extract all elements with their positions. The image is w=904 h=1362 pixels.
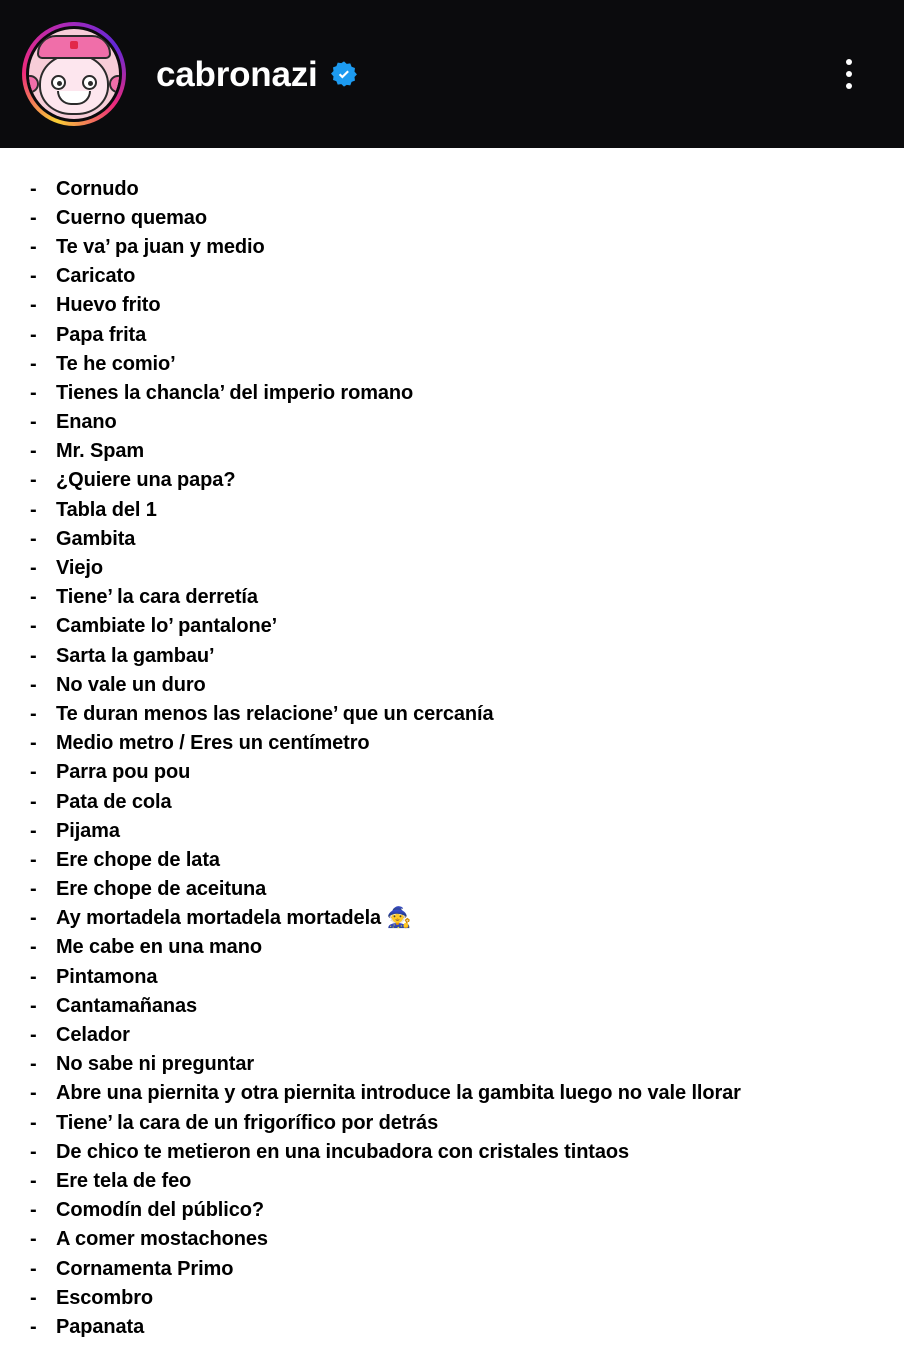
list-item — [30, 1020, 880, 1049]
list-item — [30, 583, 880, 612]
list-item-label: Ere tela de feo — [56, 1169, 192, 1192]
bullet-dash: - — [30, 557, 37, 580]
profile-header — [0, 0, 904, 148]
list-item — [30, 612, 880, 641]
bullet-dash: - — [30, 527, 37, 550]
list-item-label: Ay mortadela mortadela mortadela 🧙 — [56, 907, 412, 930]
bullet-dash: - — [30, 411, 37, 434]
list-item — [30, 378, 880, 407]
list-item-label: Sarta la gambau’ — [56, 644, 215, 667]
list-item — [30, 1079, 880, 1108]
list-item — [30, 1225, 880, 1254]
bullet-dash: - — [30, 644, 37, 667]
list-item — [30, 787, 880, 816]
list-item-label: Tiene’ la cara de un frigorífico por detrás — [56, 1111, 439, 1134]
bullet-dash: - — [30, 469, 37, 492]
list-item-label: ¿Quiere una papa? — [56, 469, 236, 492]
list-item-label: Medio metro / Eres un centímetro — [56, 732, 370, 755]
menu-dot-3 — [846, 83, 852, 89]
list-item — [30, 320, 880, 349]
list-item — [30, 349, 880, 378]
bullet-dash: - — [30, 1111, 37, 1134]
avatar-hair-left — [29, 75, 39, 93]
avatar-eye-left — [51, 75, 66, 90]
bullet-dash: - — [30, 1257, 37, 1280]
avatar-hair-right — [109, 75, 119, 93]
verified-icon — [330, 60, 358, 88]
list-item-label: Parra pou pou — [56, 761, 191, 784]
list-item — [30, 232, 880, 261]
list-item — [30, 1166, 880, 1195]
list-item-label: Cantamañanas — [56, 994, 198, 1017]
bullet-dash: - — [30, 936, 37, 959]
bullet-dash: - — [30, 1315, 37, 1338]
bullet-dash: - — [30, 994, 37, 1017]
bullet-dash: - — [30, 177, 37, 200]
bullet-dash: - — [30, 1169, 37, 1192]
menu-dot-2 — [846, 71, 852, 77]
list-item — [30, 1050, 880, 1079]
bullet-dash: - — [30, 586, 37, 609]
username-block[interactable] — [156, 54, 358, 94]
list-item — [30, 845, 880, 874]
bullet-dash: - — [30, 819, 37, 842]
list-item — [30, 670, 880, 699]
list-item — [30, 1283, 880, 1312]
list-item-label: Tabla del 1 — [56, 498, 157, 521]
list-item — [30, 291, 880, 320]
menu-dot-1 — [846, 59, 852, 65]
bullet-dash: - — [30, 1286, 37, 1309]
bullet-dash: - — [30, 381, 37, 404]
list-item-label: Pata de cola — [56, 790, 172, 813]
bullet-dash: - — [30, 615, 37, 638]
avatar-face — [39, 53, 109, 115]
bullet-dash: - — [30, 323, 37, 346]
list-item — [30, 174, 880, 203]
list-item-label: Mr. Spam — [56, 440, 145, 463]
list-item — [30, 408, 880, 437]
list-item-label: Papa frita — [56, 323, 147, 346]
avatar-image — [29, 29, 119, 119]
bullet-dash: - — [30, 761, 37, 784]
bullet-dash: - — [30, 907, 37, 930]
list-item-label: Tiene’ la cara derretía — [56, 586, 258, 609]
list-item-label: Viejo — [56, 557, 103, 580]
bullet-dash: - — [30, 235, 37, 258]
list-item-label: Cambiate lo’ pantalone’ — [56, 615, 278, 638]
list-item-label: Pintamona — [56, 965, 158, 988]
list-item-label: Ere chope de lata — [56, 848, 220, 871]
avatar-eye-right — [82, 75, 97, 90]
list-item — [30, 203, 880, 232]
list-item — [30, 729, 880, 758]
bullet-dash: - — [30, 1053, 37, 1076]
list-item-label: No sabe ni preguntar — [56, 1053, 255, 1076]
bullet-dash: - — [30, 965, 37, 988]
bullet-dash: - — [30, 1199, 37, 1222]
username-label: cabronazi — [156, 54, 318, 94]
list-item — [30, 524, 880, 553]
list-item-label: Escombro — [56, 1286, 154, 1309]
list-item-label: A comer mostachones — [56, 1228, 268, 1251]
list-item-label: Papanata — [56, 1315, 145, 1338]
more-options-icon[interactable] — [840, 53, 858, 95]
list-item-label: Me cabe en una mano — [56, 936, 262, 959]
list-item — [30, 553, 880, 582]
list-item-label: Cornudo — [56, 177, 139, 200]
list-item-label: Cornamenta Primo — [56, 1257, 234, 1280]
list-item-label: Cuerno quemao — [56, 206, 207, 229]
bullet-dash: - — [30, 732, 37, 755]
list-item-label: Caricato — [56, 265, 136, 288]
nickname-list — [30, 174, 880, 1342]
bullet-dash: - — [30, 673, 37, 696]
bullet-dash: - — [30, 1140, 37, 1163]
bullet-dash: - — [30, 848, 37, 871]
list-item — [30, 1137, 880, 1166]
list-item — [30, 699, 880, 728]
list-item — [30, 933, 880, 962]
list-item-label: Comodín del público? — [56, 1199, 264, 1222]
bullet-dash: - — [30, 498, 37, 521]
list-item — [30, 816, 880, 845]
list-item-label: De chico te metieron en una incubadora con cristales tintaos — [56, 1140, 630, 1163]
bullet-dash: - — [30, 1082, 37, 1105]
list-item-label: Enano — [56, 411, 117, 434]
bullet-dash: - — [30, 702, 37, 725]
list-item-label: Te he comio’ — [56, 352, 176, 375]
avatar[interactable] — [22, 22, 126, 126]
bullet-dash: - — [30, 1024, 37, 1047]
avatar-mouth — [57, 91, 91, 105]
list-item-label: Gambita — [56, 527, 136, 550]
list-item — [30, 262, 880, 291]
avatar-hat — [37, 35, 111, 59]
list-item — [30, 991, 880, 1020]
list-item — [30, 1196, 880, 1225]
list-item — [30, 466, 880, 495]
list-item — [30, 437, 880, 466]
post-text-body — [0, 148, 904, 1362]
list-item-label: Huevo frito — [56, 294, 161, 317]
list-item — [30, 1254, 880, 1283]
list-item — [30, 962, 880, 991]
list-item-label: Tienes la chancla’ del imperio romano — [56, 381, 414, 404]
bullet-dash: - — [30, 265, 37, 288]
list-item — [30, 904, 880, 933]
avatar-inner-ring — [26, 26, 122, 122]
list-item — [30, 1108, 880, 1137]
bullet-dash: - — [30, 440, 37, 463]
list-item-label: Ere chope de aceituna — [56, 878, 267, 901]
bullet-dash: - — [30, 878, 37, 901]
bullet-dash: - — [30, 352, 37, 375]
bullet-dash: - — [30, 206, 37, 229]
list-item-label: Te duran menos las relacione’ que un cercanía — [56, 702, 494, 725]
list-item-label: No vale un duro — [56, 673, 206, 696]
list-item — [30, 758, 880, 787]
list-item-label: Te va’ pa juan y medio — [56, 235, 265, 258]
list-item-label: Abre una piernita y otra piernita introduce la gambita luego no vale llorar — [56, 1082, 741, 1105]
list-item — [30, 641, 880, 670]
list-item — [30, 495, 880, 524]
bullet-dash: - — [30, 1228, 37, 1251]
bullet-dash: - — [30, 294, 37, 317]
list-item — [30, 1312, 880, 1341]
list-item-label: Celador — [56, 1024, 130, 1047]
list-item-label: Pijama — [56, 819, 120, 842]
bullet-dash: - — [30, 790, 37, 813]
list-item — [30, 875, 880, 904]
